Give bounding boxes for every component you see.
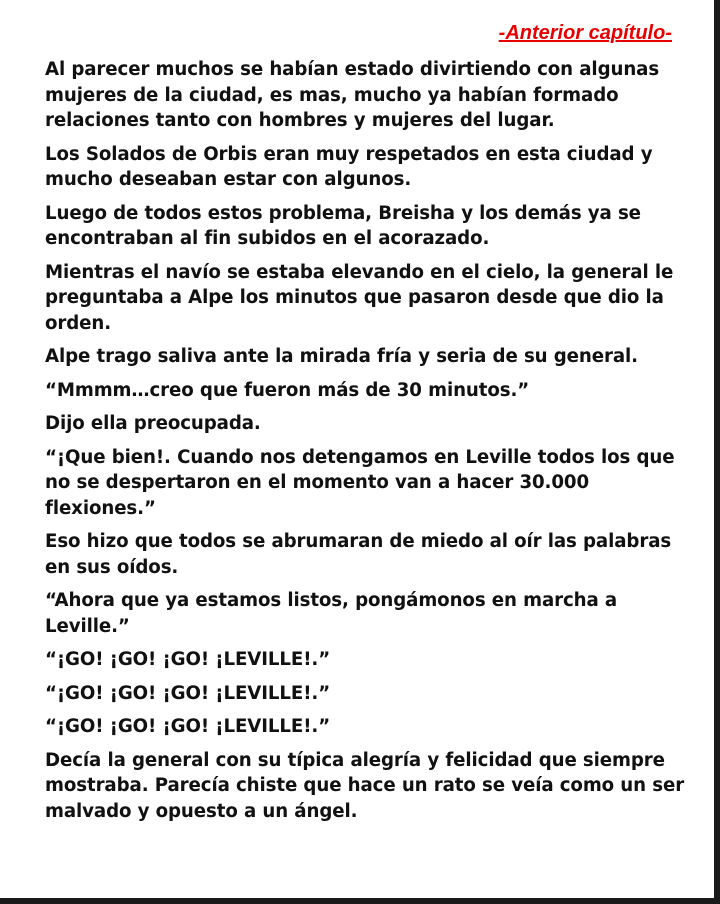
- paragraph: Los Solados de Orbis eran muy respetados en esta ciudad y mucho deseaban estar con algunos.: [45, 143, 653, 190]
- dialogue-line: “¡GO! ¡GO! ¡GO! ¡LEVILLE!.”: [45, 682, 331, 704]
- paragraph: Dijo ella preocupada.: [45, 413, 261, 434]
- paragraph: Luego de todos estos problema, Breisha y los demás ya se encontraban al fin subidos en el acorazado.: [45, 202, 641, 249]
- paragraph: Mientras el navío se estaba elevando en el cielo, la general le preguntaba a Alpe los minutos que pasaron desde que dio la orden.: [45, 261, 674, 334]
- chapter-text: [45, 57, 685, 832]
- paragraph: Decía la general con su típica alegría y felicidad que siempre mostraba. Parecía chiste que hace un rato se veía como un ser malvado y opuesto a un ángel.: [45, 749, 685, 822]
- dialogue-line: “Ahora que ya estamos listos, pongámonos en marcha a Leville.”: [45, 590, 618, 637]
- paragraph: Alpe trago saliva ante la mirada fría y seria de su general.: [45, 346, 638, 367]
- previous-chapter-link[interactable]: -Anterior capítulo-: [498, 22, 672, 44]
- paragraph: Al parecer muchos se habían estado divirtiendo con algunas mujeres de la ciudad, es mas, mucho ya habían formado relaciones tanto con hombres y mujeres del lugar.: [45, 59, 660, 131]
- dialogue-line: “¡GO! ¡GO! ¡GO! ¡LEVILLE!.”: [45, 716, 331, 737]
- dialogue-line: “Mmmm…creo que fueron más de 30 minutos.”: [45, 379, 530, 401]
- dialogue-line: “¡GO! ¡GO! ¡GO! ¡LEVILLE!.”: [45, 649, 331, 670]
- dialogue-line: “¡Que bien!. Cuando nos detengamos en Leville todos los que no se despertaron en el momento van a hacer 30.000 flexiones.”: [45, 446, 675, 519]
- paragraph: Eso hizo que todos se abrumaran de miedo al oír las palabras en sus oídos.: [45, 531, 672, 578]
